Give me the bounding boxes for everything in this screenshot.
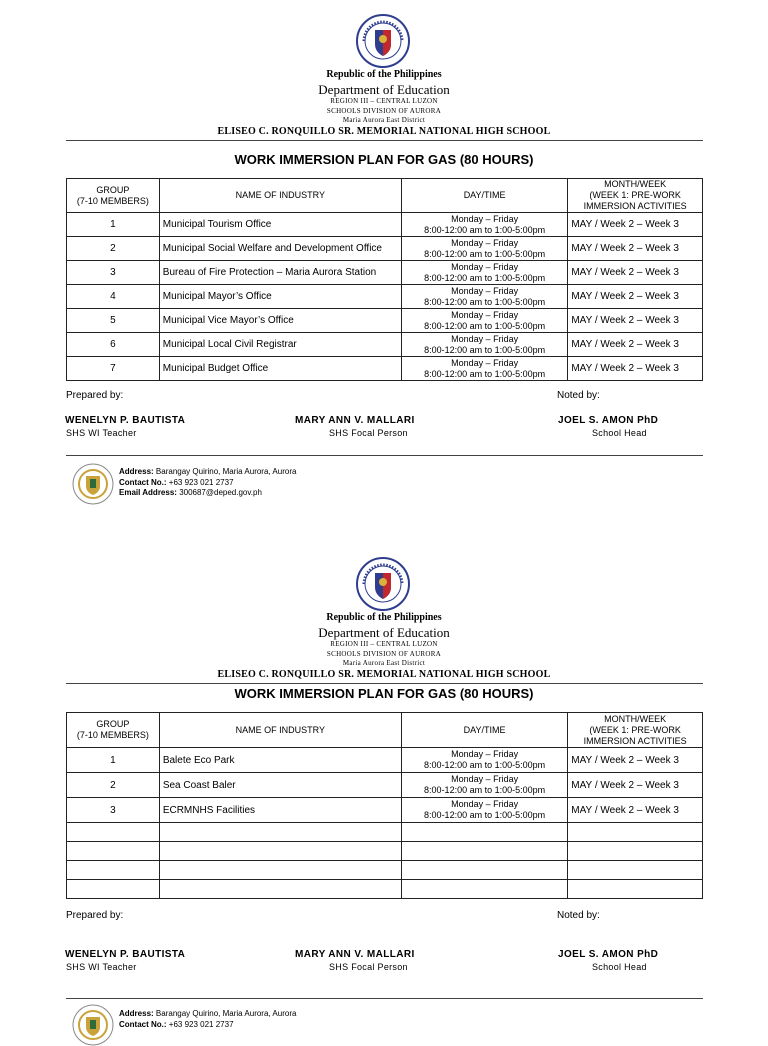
footer-contact: Contact No.: +63 923 021 2737: [119, 477, 234, 487]
daytime-cell: [401, 357, 567, 381]
table-body: [67, 748, 703, 899]
month-week-cell: MAY / Week 2 – Week 3: [568, 261, 703, 285]
month-week-cell: MAY / Week 2 – Week 3: [568, 773, 703, 798]
head-role: School Head: [592, 428, 647, 438]
footer-divider: [66, 455, 703, 456]
table-row: [67, 285, 703, 309]
table-header-row: [67, 179, 703, 213]
day-range: Monday – Friday: [451, 309, 519, 320]
daytime-cell: [401, 773, 567, 798]
industry-cell: ECRMNHS Facilities: [159, 798, 401, 823]
month-week-cell: MAY / Week 2 – Week 3: [568, 213, 703, 237]
group-cell: 3: [67, 261, 160, 285]
header-republic: Republic of the Philippines: [326, 69, 442, 80]
header-department: Department of Education: [318, 625, 450, 640]
empty-table-row: [67, 823, 703, 842]
table-row: [67, 261, 703, 285]
group-cell: 3: [67, 798, 160, 823]
focal-name: MARY ANN V. MALLARI: [295, 415, 415, 426]
table-row: [67, 309, 703, 333]
month-week-cell: MAY / Week 2 – Week 3: [568, 798, 703, 823]
industry-cell: Municipal Social Welfare and Development Office: [159, 237, 401, 261]
day-range: Monday – Friday: [451, 261, 519, 272]
month-week-cell: MAY / Week 2 – Week 3: [568, 237, 703, 261]
month-week-cell: MAY / Week 2 – Week 3: [568, 285, 703, 309]
daytime-cell: [401, 213, 567, 237]
industry-cell: Municipal Local Civil Registrar: [159, 333, 401, 357]
empty-table-row: [67, 861, 703, 880]
header-divider: [66, 140, 703, 141]
day-range: Monday – Friday: [451, 357, 519, 368]
day-range: Monday – Friday: [451, 749, 519, 759]
group-cell: 6: [67, 333, 160, 357]
time-range: 8:00-12:00 am to 1:00-5:00pm: [424, 272, 546, 283]
header-divider: [66, 683, 703, 684]
head-role: School Head: [592, 962, 647, 972]
plan-title: WORK IMMERSION PLAN FOR GAS (80 HOURS): [234, 152, 534, 167]
table-body: [67, 213, 703, 381]
time-range: 8:00-12:00 am to 1:00-5:00pm: [424, 344, 546, 355]
time-range: 8:00-12:00 am to 1:00-5:00pm: [424, 810, 546, 820]
header-industry: NAME OF INDUSTRY: [159, 713, 401, 748]
month-week-cell: MAY / Week 2 – Week 3: [568, 333, 703, 357]
industry-cell: Municipal Budget Office: [159, 357, 401, 381]
teacher-name: WENELYN P. BAUTISTA: [65, 949, 186, 960]
time-range: 8:00-12:00 am to 1:00-5:00pm: [424, 224, 546, 235]
time-range: 8:00-12:00 am to 1:00-5:00pm: [424, 320, 546, 331]
time-range: 8:00-12:00 am to 1:00-5:00pm: [424, 368, 546, 379]
footer-contact: Contact No.: +63 923 021 2737: [119, 1019, 234, 1029]
school-logo-icon: [72, 1004, 114, 1046]
immersion-plan-table: [66, 712, 703, 899]
noted-by-label: Noted by:: [557, 910, 600, 921]
footer-divider: [66, 998, 703, 999]
table-row: [67, 333, 703, 357]
header-region: REGION III – CENTRAL LUZON: [330, 640, 438, 648]
group-cell: 2: [67, 237, 160, 261]
daytime-cell: [401, 285, 567, 309]
header-group: GROUP (7-10 MEMBERS): [67, 179, 160, 213]
header-region: REGION III – CENTRAL LUZON: [330, 97, 438, 105]
table-row: [67, 773, 703, 798]
footer-address-block: [119, 467, 296, 499]
prepared-by-label: Prepared by:: [66, 910, 124, 921]
industry-cell: Municipal Vice Mayor’s Office: [159, 309, 401, 333]
header-month: MONTH/WEEK (WEEK 1: PRE-WORK IMMERSION ACTIVITIES: [568, 179, 703, 213]
table-row: [67, 748, 703, 773]
industry-cell: Sea Coast Baler: [159, 773, 401, 798]
header-group: GROUP (7-10 MEMBERS): [67, 713, 160, 748]
header-month: MONTH/WEEK (WEEK 1: PRE-WORK IMMERSION ACTIVITIES: [568, 713, 703, 748]
table-row: [67, 357, 703, 381]
table-row: [67, 237, 703, 261]
noted-by-label: Noted by:: [557, 390, 600, 401]
empty-table-row: [67, 880, 703, 899]
daytime-cell: [401, 333, 567, 357]
footer-address: Address: Barangay Quirino, Maria Aurora, Aurora: [119, 1009, 297, 1018]
school-logo-icon: [72, 463, 114, 505]
footer-email: Email Address: 300687@deped.gov.ph: [119, 488, 262, 497]
header-industry: NAME OF INDUSTRY: [159, 179, 401, 213]
header-daytime: DAY/TIME: [401, 179, 567, 213]
industry-cell: Municipal Mayor’s Office: [159, 285, 401, 309]
day-range: Monday – Friday: [451, 774, 519, 784]
group-cell: 1: [67, 213, 160, 237]
industry-cell: Balete Eco Park: [159, 748, 401, 773]
time-range: 8:00-12:00 am to 1:00-5:00pm: [424, 248, 546, 259]
immersion-plan-table: [66, 178, 703, 381]
daytime-cell: [401, 798, 567, 823]
teacher-name: WENELYN P. BAUTISTA: [65, 415, 186, 426]
daytime-cell: [401, 261, 567, 285]
deped-seal-icon: [356, 14, 410, 68]
header-division: SCHOOLS DIVISION OF AURORA: [326, 107, 442, 115]
header-district: Maria Aurora East District: [342, 116, 426, 124]
table-header-row: [67, 713, 703, 748]
industry-cell: Municipal Tourism Office: [159, 213, 401, 237]
deped-seal-icon: [356, 557, 410, 611]
prepared-by-label: Prepared by:: [66, 390, 124, 401]
teacher-role: SHS WI Teacher: [66, 428, 137, 438]
header-district: Maria Aurora East District: [342, 659, 426, 667]
time-range: 8:00-12:00 am to 1:00-5:00pm: [424, 296, 546, 307]
focal-role: SHS Focal Person: [329, 962, 408, 972]
footer-address-block: [119, 1009, 296, 1030]
day-range: Monday – Friday: [451, 799, 519, 809]
day-range: Monday – Friday: [451, 237, 519, 248]
group-cell: 2: [67, 773, 160, 798]
month-week-cell: MAY / Week 2 – Week 3: [568, 357, 703, 381]
table-row: [67, 798, 703, 823]
group-cell: 1: [67, 748, 160, 773]
header-department: Department of Education: [318, 82, 450, 97]
teacher-role: SHS WI Teacher: [66, 962, 137, 972]
header-daytime: DAY/TIME: [401, 713, 567, 748]
daytime-cell: [401, 748, 567, 773]
table-row: [67, 213, 703, 237]
group-cell: 5: [67, 309, 160, 333]
time-range: 8:00-12:00 am to 1:00-5:00pm: [424, 785, 546, 795]
header-school: ELISEO C. RONQUILLO SR. MEMORIAL NATIONAL HIGH SCHOOL: [217, 126, 551, 137]
head-name: JOEL S. AMON PhD: [558, 949, 659, 960]
day-range: Monday – Friday: [451, 285, 519, 296]
header-republic: Republic of the Philippines: [326, 612, 442, 623]
industry-cell: Bureau of Fire Protection – Maria Aurora Station: [159, 261, 401, 285]
day-range: Monday – Friday: [451, 213, 519, 224]
daytime-cell: [401, 237, 567, 261]
focal-role: SHS Focal Person: [329, 428, 408, 438]
group-cell: 4: [67, 285, 160, 309]
month-week-cell: MAY / Week 2 – Week 3: [568, 748, 703, 773]
time-range: 8:00-12:00 am to 1:00-5:00pm: [424, 760, 546, 770]
month-week-cell: MAY / Week 2 – Week 3: [568, 309, 703, 333]
plan-title: WORK IMMERSION PLAN FOR GAS (80 HOURS): [234, 686, 534, 701]
day-range: Monday – Friday: [451, 333, 519, 344]
head-name: JOEL S. AMON PhD: [558, 415, 659, 426]
group-cell: 7: [67, 357, 160, 381]
daytime-cell: [401, 309, 567, 333]
header-division: SCHOOLS DIVISION OF AURORA: [326, 650, 442, 658]
focal-name: MARY ANN V. MALLARI: [295, 949, 415, 960]
header-school: ELISEO C. RONQUILLO SR. MEMORIAL NATIONAL HIGH SCHOOL: [217, 669, 551, 680]
empty-table-row: [67, 842, 703, 861]
footer-address: Address: Barangay Quirino, Maria Aurora, Aurora: [119, 467, 297, 476]
